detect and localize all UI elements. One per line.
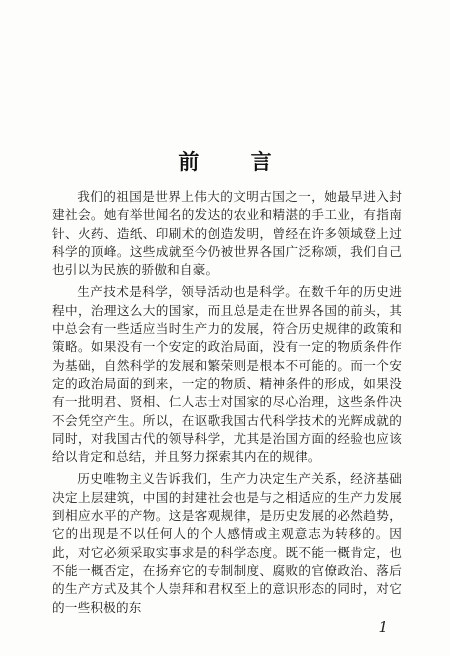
body-text bbox=[52, 188, 402, 621]
page-title: 前 言 bbox=[178, 149, 294, 174]
paragraph-1: 我们的祖国是世界上伟大的文明古国之一，她最早进入封建社会。她有举世闻名的发达的农业和精湛的手工业，有指南针、火药、造纸、印刷术的创造发明，曾经在许多领域登上过科学的顶峰。这些成就至今仍被世界各国广泛称颂，我们自己也引以为民族的骄傲和自豪。 bbox=[52, 189, 402, 278]
paragraph-3: 历史唯物主义告诉我们，生产力决定生产关系，经济基础决定上层建筑，中国的封建社会也是与之相适应的生产力发展到相应水平的产物。这是客观规律，是历史发展的必然趋势，它的出现是不以任何人的个人感情或主观意志为转移的。因此，对它必须采取实事求是的科学态度。既不能一概肯定，也不能一概否定，在扬弃它的专制制度、腐败的官僚政治、落后的生产方式及其个人崇拜和君权至上的意识形态的同时，对它的一些积极的东 bbox=[52, 471, 402, 615]
paragraph-2: 生产技术是科学，领导活动也是科学。在数千年的历史进程中，治理这么大的国家，而且总是走在世界各国的前头，其中总会有一些适应当时生产力的发展，符合历史规律的政策和策略。如果没有一个安定的政治局面，没有一定的物质条件作为基础，自然科学的发展和繁荣则是根本不可能的。而一个安定的政治局面的到来，一定的物质、精神条件的形成，如果没有一批明君、贤相、仁人志士对国家的尽心治理，这些条件决不会凭空产生。所以，在讴歌我国古代科学技术的光辉成就的同时，对我国古代的领导科学，尤其是治国方面的经验也应该给以肯定和总结，并且努力探索其内在的规律。 bbox=[52, 284, 402, 465]
page-number: 1 bbox=[378, 618, 388, 636]
